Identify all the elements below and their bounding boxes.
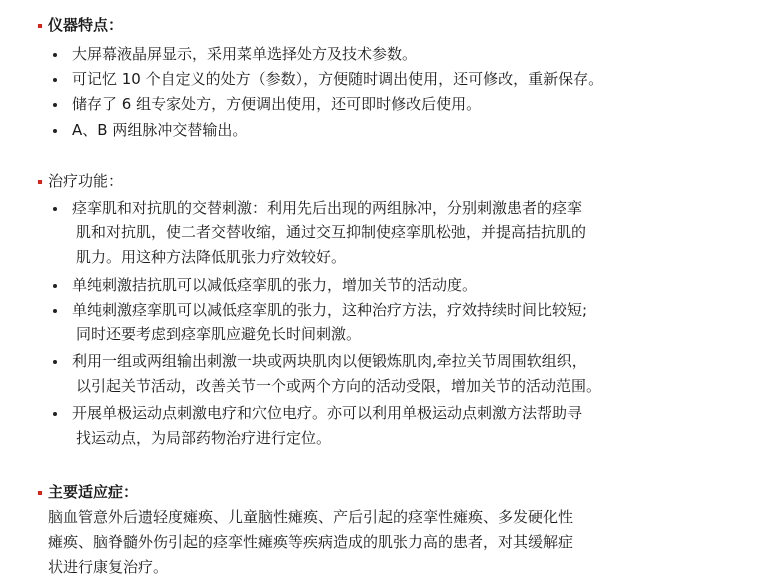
function-item-line: 单纯刺激痉挛肌可以减低痉挛肌的张力，这种治疗方法，疗效持续时间比较短; [72,301,588,319]
section-title-functions: 治疗功能： [48,172,124,190]
function-item-line: 开展单极运动点刺激电疗和穴位电疗。亦可以利用单极运动点刺激方法帮助寻 [72,404,583,422]
bullet-icon [53,207,57,211]
bullet-icon [53,78,57,82]
feature-item: 储存了 6 组专家处方，方便调出使用，还可即时修改后使用。 [72,95,482,113]
section-title-features: 仪器特点： [48,16,124,34]
function-item-line: 痉挛肌和对抗肌的交替刺激：利用先后出现的两组脉冲，分别刺激患者的痉挛 [72,199,583,217]
section-marker-functions [38,180,42,184]
bullet-icon [53,103,57,107]
section-title-indications: 主要适应症： [48,483,139,501]
section-marker-indications [38,491,42,495]
bullet-icon [53,412,57,416]
function-item-line: 找运动点，为局部药物治疗进行定位。 [76,429,332,447]
feature-item: 大屏幕液晶屏显示，采用菜单选择处方及技术参数。 [72,45,418,63]
bullet-icon [53,129,57,133]
feature-item: A、B 两组脉冲交替输出。 [72,121,248,139]
indications-line: 状进行康复治疗。 [48,558,169,576]
indications-line: 瘫痪、脑脊髓外伤引起的痉挛性瘫痪等疾病造成的肌张力高的患者，对其缓解症 [48,533,574,551]
section-marker-features [38,24,42,28]
function-item-line: 以引起关节活动，改善关节一个或两个方向的活动受限，增加关节的活动范围。 [76,377,602,395]
function-item-line: 利用一组或两组输出刺激一块或两块肌肉以便锻炼肌肉,牵拉关节周围软组织， [72,352,587,370]
function-item-line: 肌和对抗肌，使二者交替收缩，通过交互抑制使痉挛肌松弛，并提高拮抗肌的 [76,223,587,241]
bullet-icon [53,53,57,57]
bullet-icon [53,360,57,364]
function-item-line: 单纯刺激拮抗肌可以减低痉挛肌的张力，增加关节的活动度。 [72,276,478,294]
function-item-line: 同时还要考虑到痉挛肌应避免长时间刺激。 [76,325,362,343]
indications-line: 脑血管意外后遗轻度瘫痪、儿童脑性瘫痪、产后引起的痉挛性瘫痪、多发硬化性 [48,508,574,526]
bullet-icon [53,284,57,288]
feature-item: 可记忆 10 个自定义的处方（参数），方便随时调出使用，还可修改，重新保存。 [72,70,604,88]
function-item-line: 肌力。用这种方法降低肌张力疗效较好。 [76,248,347,266]
bullet-icon [53,309,57,313]
